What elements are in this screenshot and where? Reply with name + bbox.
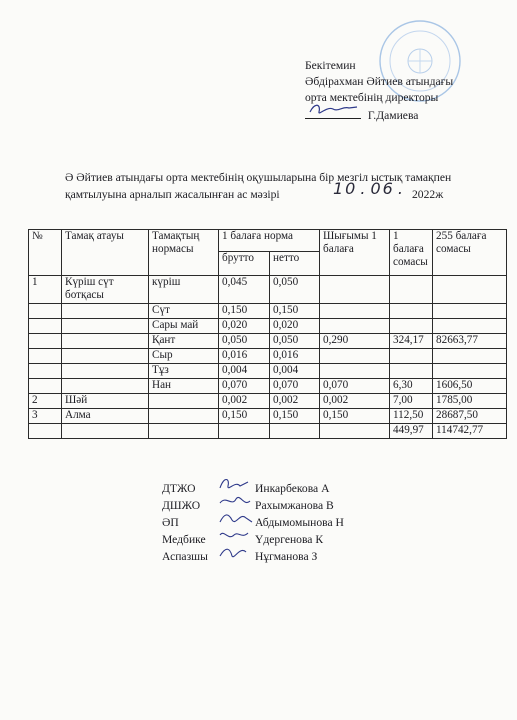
approval-line-1: Бекітемин: [305, 59, 356, 72]
cell-output: [320, 424, 390, 439]
cell-sum255: 28687,50: [433, 409, 507, 424]
cell-num: 1: [29, 276, 62, 304]
cell-netto: 0,050: [270, 276, 320, 304]
cell-netto: 0,150: [270, 304, 320, 319]
cell-brutto: 0,004: [219, 364, 270, 379]
cell-output: [320, 276, 390, 304]
cell-netto: [270, 424, 320, 439]
cell-dish: [62, 349, 149, 364]
table-row: [29, 424, 507, 439]
header-norms: Тамақтың нормасы: [149, 230, 219, 276]
cell-num: [29, 304, 62, 319]
cell-netto: 0,016: [270, 349, 320, 364]
cell-brutto: 0,020: [219, 319, 270, 334]
approval-line-2: Әбдірахман Әйтиев атындағы: [305, 75, 454, 88]
signature-role: ӘП: [162, 516, 179, 529]
cell-product: Нан: [149, 379, 219, 394]
cell-sum255: 1785,00: [433, 394, 507, 409]
date-day: 10: [333, 179, 358, 198]
cell-brutto: 0,050: [219, 334, 270, 349]
header-output: Шығымы 1 балаға: [320, 230, 390, 276]
cell-sum1: 6,30: [390, 379, 433, 394]
cell-sum255: [433, 349, 507, 364]
cell-netto: 0,150: [270, 409, 320, 424]
table-row: [29, 394, 507, 409]
cell-product: [149, 394, 219, 409]
menu-title-line-2: [65, 179, 505, 203]
handwritten-signature: [218, 544, 254, 564]
cell-output: [320, 319, 390, 334]
date-month: 06: [370, 179, 395, 198]
cell-sum1: [390, 304, 433, 319]
cell-brutto: [219, 424, 270, 439]
cell-dish: [62, 364, 149, 379]
table-row: [29, 319, 507, 334]
signature-role: Медбике: [162, 533, 206, 546]
cell-sum255: 114742,77: [433, 424, 507, 439]
cell-dish: Күріш сүт ботқасы: [62, 276, 149, 304]
table-row: [29, 334, 507, 349]
table-header-row: [29, 230, 507, 252]
signature-role: ДШЖО: [162, 499, 201, 512]
cell-num: [29, 334, 62, 349]
director-name: Г.Дамиева: [367, 109, 419, 122]
cell-output: 0,002: [320, 394, 390, 409]
date-year: 2022ж: [412, 188, 444, 201]
header-sum1: 1 балаға сомасы: [390, 230, 433, 276]
cell-num: 3: [29, 409, 62, 424]
director-signature: [305, 106, 361, 119]
cell-brutto: 0,070: [219, 379, 270, 394]
table-row: [29, 276, 507, 304]
cell-sum255: [433, 276, 507, 304]
cell-netto: 0,050: [270, 334, 320, 349]
cell-num: [29, 319, 62, 334]
cell-sum1: 112,50: [390, 409, 433, 424]
cell-product: [149, 424, 219, 439]
cell-num: 2: [29, 394, 62, 409]
cell-dish: [62, 319, 149, 334]
cell-sum1: [390, 364, 433, 379]
cell-num: [29, 349, 62, 364]
cell-netto: 0,002: [270, 394, 320, 409]
cell-sum1: [390, 349, 433, 364]
cell-sum1: 7,00: [390, 394, 433, 409]
header-brutto: брутто: [219, 252, 270, 276]
signature-name: Рахымжанова В: [255, 499, 334, 512]
table-row: [29, 304, 507, 319]
header-netto: нетто: [270, 252, 320, 276]
cell-brutto: 0,150: [219, 409, 270, 424]
cell-sum255: 82663,77: [433, 334, 507, 349]
cell-dish: [62, 379, 149, 394]
signature-role: Аспазшы: [162, 550, 208, 563]
table-row: [29, 349, 507, 364]
cell-output: 0,070: [320, 379, 390, 394]
menu-title: [65, 169, 505, 203]
cell-product: күріш: [149, 276, 219, 304]
cell-product: Сүт: [149, 304, 219, 319]
cell-num: [29, 364, 62, 379]
handwritten-date: 10 . 06 .: [333, 179, 405, 198]
cell-netto: 0,070: [270, 379, 320, 394]
cell-dish: Шәй: [62, 394, 149, 409]
header-sum255: 255 балаға сомасы: [433, 230, 507, 276]
header-dish: Тамақ атауы: [62, 230, 149, 276]
menu-title-line-1: Ә Әйтиев атындағы орта мектебінің оқушыларына бір мезгіл ыстық тамақпен: [65, 171, 452, 184]
cell-sum255: [433, 304, 507, 319]
cell-sum255: 1606,50: [433, 379, 507, 394]
cell-sum1: [390, 276, 433, 304]
table-row: [29, 364, 507, 379]
header-num: №: [29, 230, 62, 276]
header-per-child: 1 балаға норма: [219, 230, 320, 252]
cell-sum1: [390, 319, 433, 334]
cell-brutto: 0,002: [219, 394, 270, 409]
cell-output: [320, 349, 390, 364]
cell-output: 0,150: [320, 409, 390, 424]
cell-output: 0,290: [320, 334, 390, 349]
signature-name: Нұгманова З: [255, 550, 318, 563]
cell-output: [320, 304, 390, 319]
approval-line-3: орта мектебінің директоры: [305, 91, 439, 104]
table-row: [29, 409, 507, 424]
cell-sum1: 449,97: [390, 424, 433, 439]
cell-dish: [62, 304, 149, 319]
menu-table: [28, 229, 507, 439]
cell-dish: Алма: [62, 409, 149, 424]
cell-netto: 0,020: [270, 319, 320, 334]
director-signature-line: [305, 106, 510, 124]
cell-num: [29, 424, 62, 439]
cell-output: [320, 364, 390, 379]
cell-dish: [62, 334, 149, 349]
cell-product: Тұз: [149, 364, 219, 379]
cell-product: [149, 409, 219, 424]
cell-sum255: [433, 364, 507, 379]
cell-brutto: 0,016: [219, 349, 270, 364]
cell-dish: [62, 424, 149, 439]
menu-title-line-2-text: қамтылуына арналып жасалынған ас мәзірі: [65, 188, 280, 201]
cell-sum1: 324,17: [390, 334, 433, 349]
signature-role: ДТЖО: [162, 482, 196, 495]
approval-block: [305, 58, 510, 124]
table-body: [29, 276, 507, 439]
cell-brutto: 0,045: [219, 276, 270, 304]
signature-name: Абдымомынова Н: [255, 516, 344, 529]
signature-name: Үдергенова К: [255, 533, 324, 546]
table-row: [29, 379, 507, 394]
cell-netto: 0,004: [270, 364, 320, 379]
cell-product: Қант: [149, 334, 219, 349]
cell-product: Сары май: [149, 319, 219, 334]
cell-product: Сыр: [149, 349, 219, 364]
cell-num: [29, 379, 62, 394]
cell-sum255: [433, 319, 507, 334]
cell-brutto: 0,150: [219, 304, 270, 319]
signature-name: Инкарбекова А: [255, 482, 330, 495]
